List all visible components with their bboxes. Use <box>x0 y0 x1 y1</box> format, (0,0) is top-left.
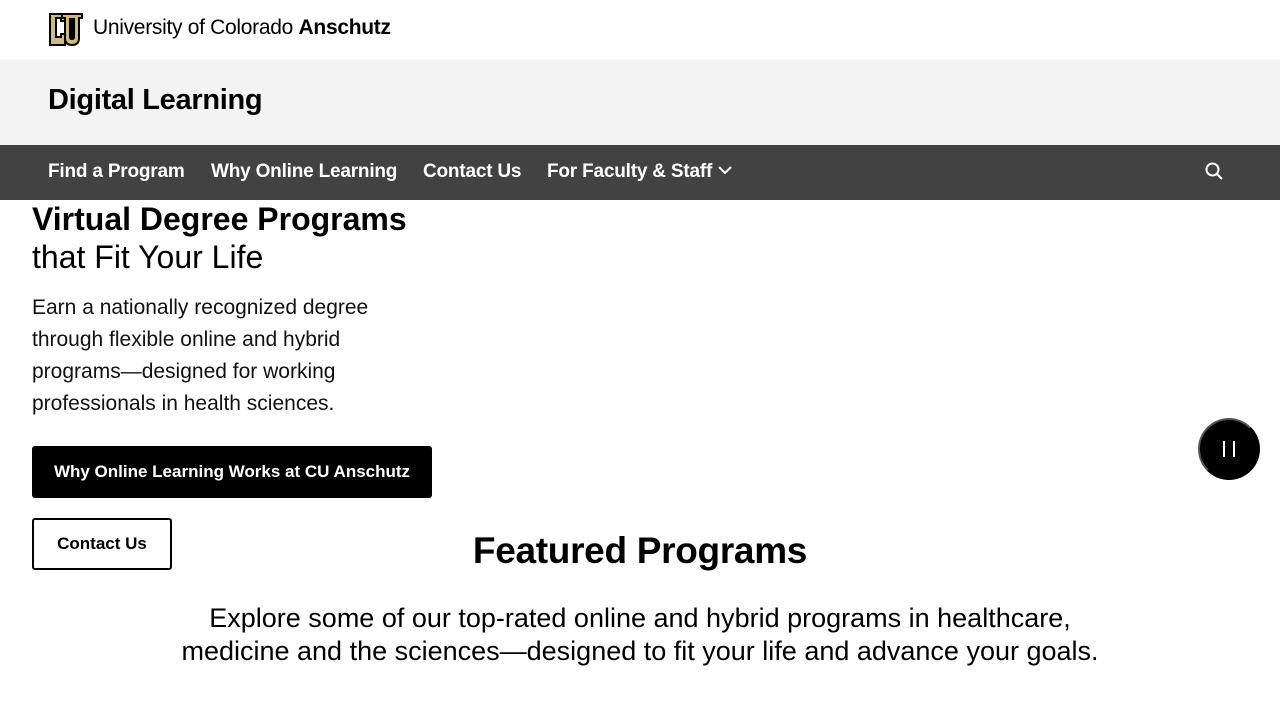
cu-logo-icon[interactable] <box>48 12 84 47</box>
nav-item-for-faculty-staff[interactable] <box>547 161 732 183</box>
nav-item-for-faculty-staff-label: For Faculty & Staff <box>547 161 713 182</box>
site-title[interactable]: Digital Learning <box>48 84 263 116</box>
why-online-learning-button[interactable]: Why Online Learning Works at CU Anschutz <box>32 446 432 498</box>
hero-title <box>32 200 407 276</box>
featured-programs-description: Explore some of our top-rated online and hybrid programs in healthcare, medicine and the sciences—designed to fit your life and advance your goals. <box>181 603 1099 666</box>
university-header <box>0 0 1280 59</box>
hero-title-line1: Virtual Degree Programs <box>32 201 407 237</box>
university-name-prefix: University of Colorado <box>93 16 293 39</box>
slideshow-pause-button[interactable] <box>1198 418 1260 480</box>
nav-item-contact-us[interactable]: Contact Us <box>423 161 522 182</box>
search-icon <box>1205 162 1223 185</box>
featured-programs-title: Featured Programs <box>472 530 808 571</box>
university-name-link[interactable] <box>93 16 391 40</box>
main-nav <box>0 145 1280 200</box>
contact-us-button[interactable]: Contact Us <box>32 518 172 570</box>
university-name-bold: Anschutz <box>298 16 391 39</box>
chevron-down-icon <box>718 159 732 181</box>
hero-title-line2: that Fit Your Life <box>32 239 264 275</box>
search-button[interactable] <box>1202 161 1226 185</box>
nav-item-find-a-program[interactable]: Find a Program <box>48 161 185 182</box>
nav-item-why-online-learning[interactable]: Why Online Learning <box>211 161 398 182</box>
site-title-bar <box>0 59 1280 145</box>
pause-icon <box>1219 441 1239 457</box>
hero-description: Earn a nationally recognized degree through flexible online and hybrid programs—designed for working professionals in health sciences. <box>32 296 369 415</box>
